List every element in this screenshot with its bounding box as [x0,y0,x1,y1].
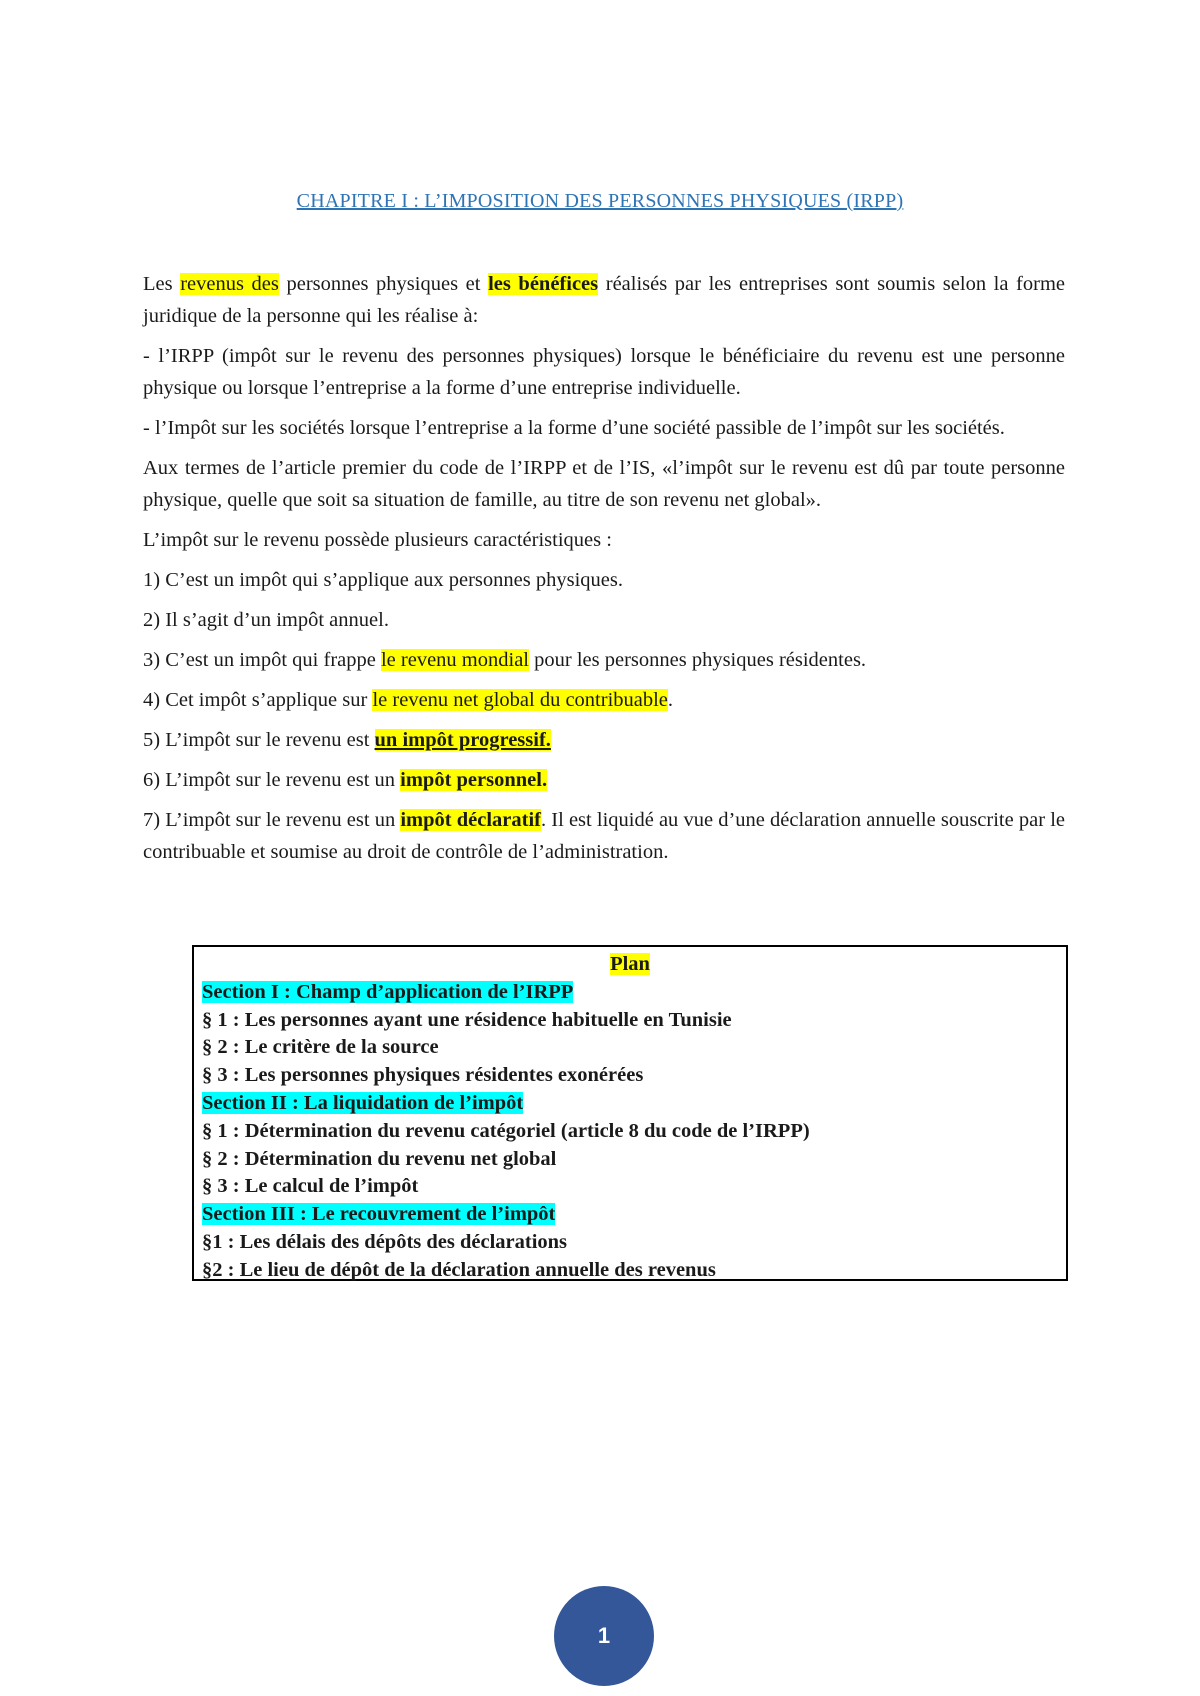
bullet-irpp: - l’IRPP (impôt sur le revenu des personnes physiques) lorsque le bénéficiaire du revenu est une personne physique ou lorsque l’entreprise a la forme d’une entreprise individuelle. [143,345,1065,399]
list-item: 1) C’est un impôt qui s’applique aux personnes physiques. [143,569,623,591]
highlight-revenu-net-global: le revenu net global du contribuable [372,689,668,711]
plan-section-text: Section I : Champ d’application de l’IRPP [202,980,574,1003]
item-text: pour les personnes physiques résidentes. [529,649,867,671]
highlight-revenus: revenus des [180,273,279,295]
plan-subsection: § 1 : Les personnes ayant une résidence habituelle en Tunisie [202,1008,732,1031]
document-body [143,268,1065,876]
plan-subsection: § 2 : Détermination du revenu net global [202,1147,557,1170]
list-item: 2) Il s’agit d’un impôt annuel. [143,609,389,631]
characteristics-intro: L’impôt sur le revenu possède plusieurs caractéristiques : [143,529,612,551]
plan-title [202,951,1058,979]
plan-section-text: Section II : La liquidation de l’impôt [202,1091,524,1114]
intro-text: réalisés par les entreprises sont soumis selon la forme juridique de la personne qui les réalise à: [143,273,1066,327]
intro-text: personnes physiques et [278,273,489,295]
plan-section [202,1201,1058,1229]
item-text: . Il est liquidé au vue d’une déclaration annuelle souscrite par le contribuable et soumise au droit de contrôle de l’administration. [143,809,1065,863]
item-text: 4) Cet impôt s’applique sur [143,689,373,711]
plan-subsection: § 1 : Détermination du revenu catégoriel (article 8 du code de l’IRPP) [202,1119,810,1142]
bullet-is: - l’Impôt sur les sociétés lorsque l’entreprise a la forme d’une société passible de l’impôt sur les sociétés. [143,417,1005,439]
plan-subsection: § 3 : Les personnes physiques résidentes exonérées [202,1064,644,1087]
plan-box [192,945,1068,1281]
plan-subsection: §2 : Le lieu de dépôt de la déclaration annuelle des revenus [202,1258,716,1281]
plan-title-text: Plan [610,953,650,975]
page-number-badge [554,1586,654,1686]
intro-paragraph [143,268,1065,332]
plan-subsection: § 2 : Le critère de la source [202,1036,439,1059]
list-item [143,764,1065,796]
highlight-revenu-mondial: le revenu mondial [380,649,529,671]
plan-subsection: §1 : Les délais des dépôts des déclarations [202,1230,568,1253]
highlight-progressif: un impôt progressif. [374,729,551,751]
plan-subsection: § 3 : Le calcul de l’impôt [202,1175,419,1198]
plan-section [202,979,1058,1007]
item-text: 6) L’impôt sur le revenu est un [143,769,401,791]
plan-section [202,1090,1058,1118]
list-item [143,724,1065,756]
plan-section-text: Section III : Le recouvrement de l’impôt [202,1203,556,1226]
chapter-title: CHAPITRE I : L’IMPOSITION DES PERSONNES PHYSIQUES (IRPP) [296,190,904,212]
intro-text: Les [143,273,181,295]
page-number: 1 [597,1623,611,1648]
item-text: 3) C’est un impôt qui frappe [143,649,381,671]
highlight-benefices: les bénéfices [488,273,599,295]
item-text: 5) L’impôt sur le revenu est [143,729,375,751]
item-text: 7) L’impôt sur le revenu est un [143,809,401,831]
highlight-declaratif: impôt déclaratif [400,809,541,831]
item-text: . [667,689,674,711]
list-item [143,644,1065,676]
highlight-personnel: impôt personnel. [400,769,548,791]
list-item [143,684,1065,716]
list-item [143,804,1065,868]
article-paragraph: Aux termes de l’article premier du code de l’IRPP et de l’IS, «l’impôt sur le revenu est dû par toute personne physique, quelle que soit sa situation de famille, au titre de son revenu net global». [143,457,1065,511]
